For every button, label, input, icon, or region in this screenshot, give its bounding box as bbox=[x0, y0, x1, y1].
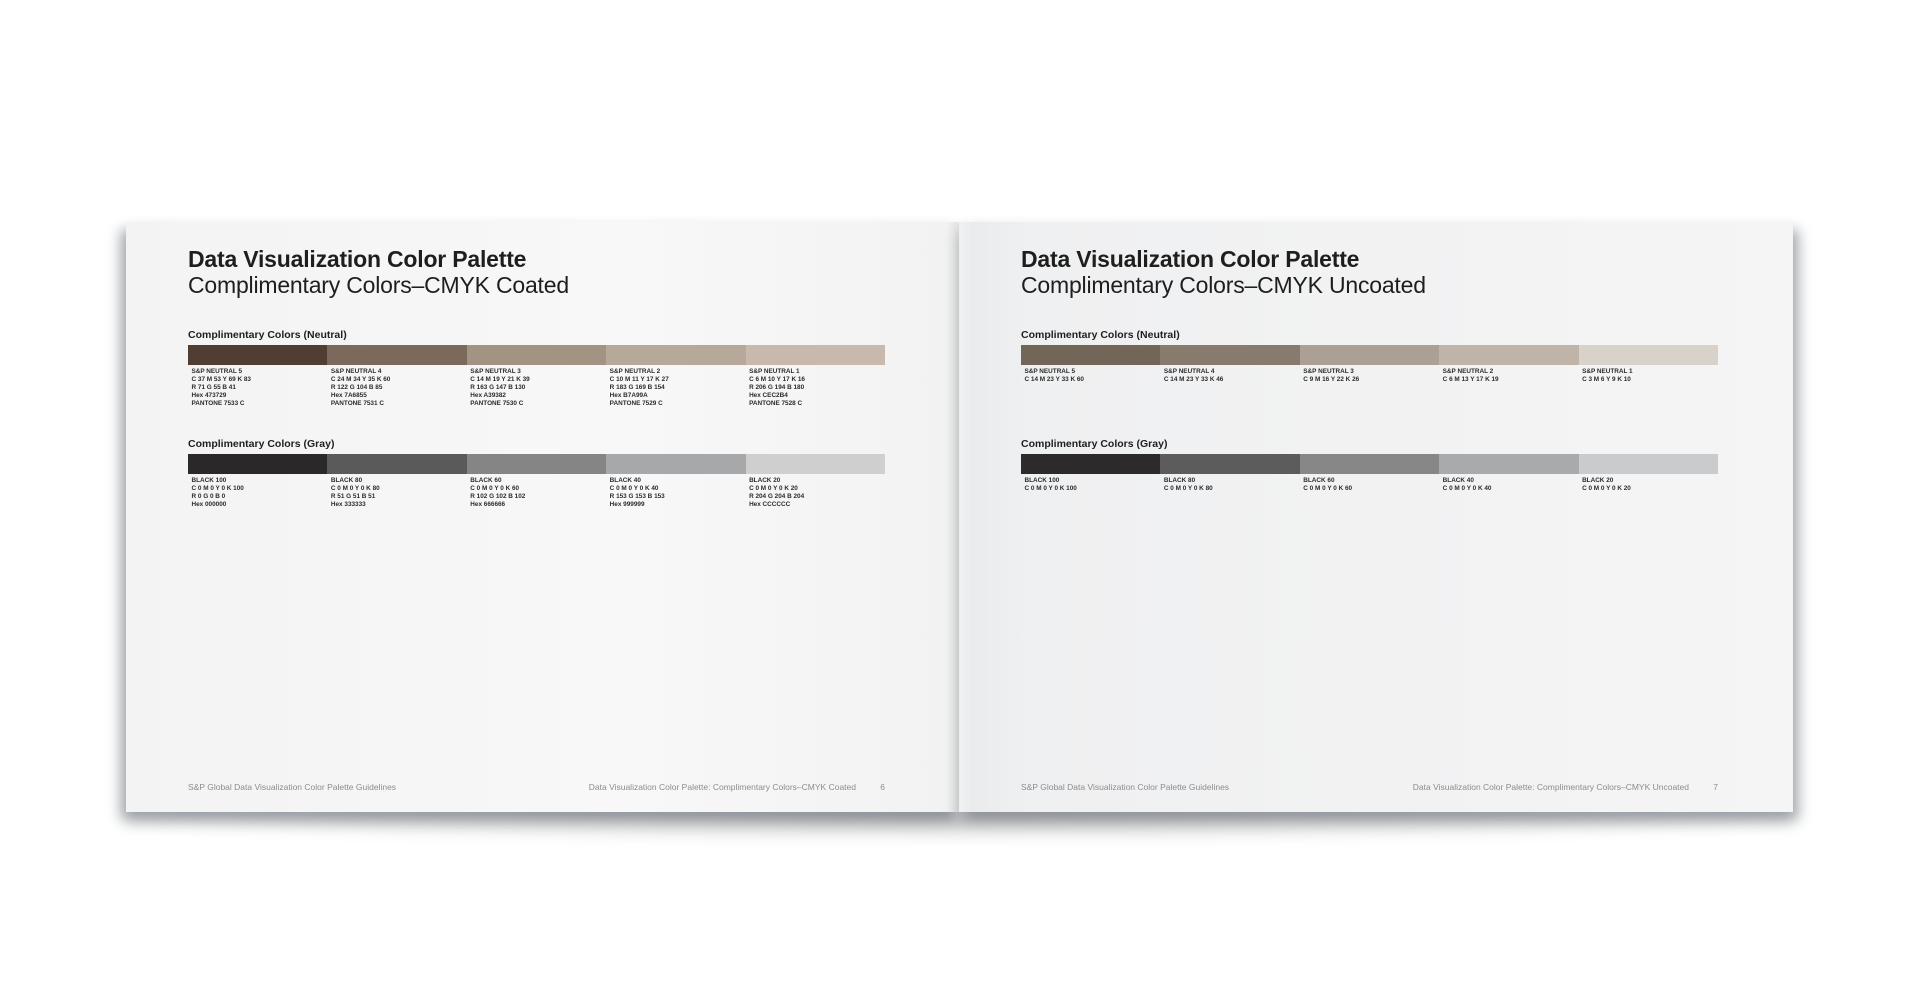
swatch-name: S&P NEUTRAL 2 bbox=[1442, 368, 1494, 375]
swatch-specs bbox=[467, 474, 606, 509]
color-swatch bbox=[1300, 345, 1439, 365]
swatch-hex: Hex CEC2B4 bbox=[749, 392, 788, 399]
swatch-specs bbox=[1021, 474, 1160, 493]
swatch-rgb: R 183 G 169 B 154 bbox=[609, 384, 665, 391]
gray-section bbox=[188, 438, 885, 509]
color-swatch bbox=[1579, 345, 1718, 365]
swatch-card bbox=[1160, 454, 1299, 493]
page-title: Data Visualization Color Palette bbox=[188, 246, 527, 272]
swatch-name: BLACK 20 bbox=[1582, 477, 1614, 484]
swatch-name: BLACK 100 bbox=[191, 477, 227, 484]
color-swatch bbox=[1021, 345, 1160, 365]
left-page bbox=[126, 222, 959, 812]
swatch-card bbox=[1300, 454, 1439, 493]
swatch-cmyk: C 10 M 11 Y 17 K 27 bbox=[609, 376, 669, 383]
swatch-cmyk: C 9 M 16 Y 22 K 26 bbox=[1303, 376, 1360, 383]
swatch-rgb: R 71 G 55 B 41 bbox=[191, 384, 236, 391]
neutral-section bbox=[188, 329, 885, 408]
swatch-name: BLACK 40 bbox=[1442, 477, 1474, 484]
swatch-card bbox=[1300, 345, 1439, 384]
color-swatch bbox=[1439, 345, 1578, 365]
color-swatch bbox=[327, 345, 466, 365]
swatch-cmyk: C 0 M 0 Y 0 K 80 bbox=[330, 485, 380, 492]
left-page-content bbox=[188, 246, 885, 508]
swatch-specs bbox=[1579, 474, 1718, 493]
swatch-card bbox=[327, 345, 466, 408]
swatch-name: BLACK 100 bbox=[1024, 477, 1060, 484]
swatch-cmyk: C 0 M 0 Y 0 K 20 bbox=[749, 485, 798, 492]
swatch-name: BLACK 80 bbox=[1163, 477, 1196, 484]
swatch-card bbox=[606, 454, 745, 509]
color-swatch bbox=[606, 345, 745, 365]
swatch-cmyk: C 0 M 0 Y 0 K 60 bbox=[470, 485, 520, 492]
swatch-card bbox=[1439, 454, 1578, 493]
swatch-specs bbox=[1300, 365, 1439, 384]
swatch-card bbox=[1579, 345, 1718, 384]
color-swatch bbox=[1579, 454, 1718, 474]
swatch-name: S&P NEUTRAL 2 bbox=[609, 368, 661, 375]
swatch-hex: Hex 000000 bbox=[191, 501, 227, 508]
swatch-specs bbox=[188, 365, 327, 408]
swatch-name: S&P NEUTRAL 4 bbox=[1163, 368, 1215, 375]
swatch-pantone: PANTONE 7530 C bbox=[470, 400, 524, 407]
section-label-neutral: Complimentary Colors (Neutral) bbox=[188, 329, 347, 341]
swatch-hex: Hex B7A99A bbox=[609, 392, 648, 399]
gray-section bbox=[1021, 438, 1718, 493]
section-label-gray: Complimentary Colors (Gray) bbox=[1021, 438, 1168, 450]
swatch-name: BLACK 60 bbox=[470, 477, 502, 484]
swatch-row bbox=[188, 345, 885, 408]
swatch-hex: Hex 7A6855 bbox=[330, 392, 367, 399]
swatch-row bbox=[1021, 345, 1718, 384]
swatch-card bbox=[746, 345, 885, 408]
swatch-name: S&P NEUTRAL 1 bbox=[1582, 368, 1633, 375]
swatch-name: S&P NEUTRAL 3 bbox=[1303, 368, 1354, 375]
swatch-card bbox=[1439, 345, 1578, 384]
color-swatch bbox=[327, 454, 466, 474]
swatch-cmyk: C 0 M 0 Y 0 K 20 bbox=[1582, 485, 1631, 492]
swatch-name: S&P NEUTRAL 1 bbox=[749, 368, 800, 375]
section-label-gray: Complimentary Colors (Gray) bbox=[188, 438, 335, 450]
swatch-cmyk: C 14 M 19 Y 21 K 39 bbox=[470, 376, 530, 383]
swatch-name: BLACK 80 bbox=[330, 477, 363, 484]
swatch-rgb: R 204 G 204 B 204 bbox=[749, 493, 805, 500]
swatch-cmyk: C 14 M 23 Y 33 K 46 bbox=[1163, 376, 1224, 383]
swatch-cmyk: C 0 M 0 Y 0 K 100 bbox=[191, 485, 244, 492]
swatch-specs bbox=[606, 365, 745, 408]
swatch-rgb: R 163 G 147 B 130 bbox=[470, 384, 526, 391]
swatch-specs bbox=[327, 474, 466, 509]
swatch-card bbox=[467, 454, 606, 509]
swatch-row bbox=[188, 454, 885, 509]
swatch-name: S&P NEUTRAL 5 bbox=[1024, 368, 1076, 375]
swatch-specs bbox=[746, 365, 885, 408]
swatch-card bbox=[606, 345, 745, 408]
swatch-card bbox=[1579, 454, 1718, 493]
swatch-rgb: R 153 G 153 B 153 bbox=[609, 493, 665, 500]
swatch-specs bbox=[1160, 474, 1299, 493]
swatch-name: BLACK 40 bbox=[609, 477, 641, 484]
color-swatch bbox=[1160, 345, 1299, 365]
swatch-name: BLACK 20 bbox=[749, 477, 781, 484]
swatch-pantone: PANTONE 7531 C bbox=[330, 400, 384, 407]
book-gutter bbox=[946, 222, 972, 812]
swatch-card bbox=[1021, 345, 1160, 384]
page-number: 7 bbox=[1713, 782, 1718, 792]
swatch-specs bbox=[327, 365, 466, 408]
swatch-name: S&P NEUTRAL 3 bbox=[470, 368, 521, 375]
right-page-content bbox=[1021, 246, 1718, 492]
footer-section-title: Data Visualization Color Palette: Complimentary Colors–CMYK Uncoated bbox=[1412, 782, 1689, 792]
swatch-name: BLACK 60 bbox=[1303, 477, 1335, 484]
section-label-neutral: Complimentary Colors (Neutral) bbox=[1021, 329, 1180, 341]
swatch-pantone: PANTONE 7533 C bbox=[191, 400, 245, 407]
swatch-rgb: R 51 G 51 B 51 bbox=[330, 493, 376, 500]
swatch-cmyk: C 0 M 0 Y 0 K 40 bbox=[1442, 485, 1492, 492]
neutral-section bbox=[1021, 329, 1718, 384]
swatch-hex: Hex 473729 bbox=[191, 392, 227, 399]
page-number: 6 bbox=[880, 782, 885, 792]
swatch-cmyk: C 24 M 34 Y 35 K 60 bbox=[330, 376, 391, 383]
swatch-hex: Hex CCCCCC bbox=[749, 501, 791, 508]
swatch-specs bbox=[746, 474, 885, 509]
swatch-cmyk: C 37 M 53 Y 69 K 83 bbox=[191, 376, 251, 383]
swatch-specs bbox=[1160, 365, 1299, 384]
right-page bbox=[959, 222, 1793, 812]
swatch-card bbox=[327, 454, 466, 509]
footer-document-title: S&P Global Data Visualization Color Palette Guidelines bbox=[188, 782, 397, 792]
color-swatch bbox=[1300, 454, 1439, 474]
swatch-rgb: R 102 G 102 B 102 bbox=[470, 493, 526, 500]
swatch-cmyk: C 0 M 0 Y 0 K 100 bbox=[1024, 485, 1077, 492]
color-swatch bbox=[1160, 454, 1299, 474]
swatch-specs bbox=[1439, 474, 1578, 493]
swatch-card bbox=[467, 345, 606, 408]
swatch-row bbox=[1021, 454, 1718, 493]
page-title: Data Visualization Color Palette bbox=[1021, 246, 1360, 272]
swatch-cmyk: C 0 M 0 Y 0 K 60 bbox=[1303, 485, 1353, 492]
swatch-card bbox=[746, 454, 885, 509]
footer-document-title: S&P Global Data Visualization Color Palette Guidelines bbox=[1021, 782, 1230, 792]
page-subtitle: Complimentary Colors–CMYK Coated bbox=[188, 272, 569, 298]
swatch-specs bbox=[606, 474, 745, 509]
swatch-rgb: R 122 G 104 B 85 bbox=[330, 384, 383, 391]
swatch-specs bbox=[1300, 474, 1439, 493]
swatch-card bbox=[188, 454, 327, 509]
swatch-card bbox=[1160, 345, 1299, 384]
color-swatch bbox=[1439, 454, 1578, 474]
swatch-card bbox=[1021, 454, 1160, 493]
swatch-hex: Hex 333333 bbox=[330, 501, 366, 508]
swatch-cmyk: C 14 M 23 Y 33 K 60 bbox=[1024, 376, 1084, 383]
swatch-cmyk: C 6 M 13 Y 17 K 19 bbox=[1442, 376, 1499, 383]
color-swatch bbox=[746, 454, 885, 474]
swatch-hex: Hex A39382 bbox=[470, 392, 506, 399]
swatch-cmyk: C 0 M 0 Y 0 K 40 bbox=[609, 485, 659, 492]
swatch-name: S&P NEUTRAL 5 bbox=[191, 368, 243, 375]
swatch-specs bbox=[1021, 365, 1160, 384]
color-swatch bbox=[746, 345, 885, 365]
color-swatch bbox=[1021, 454, 1160, 474]
swatch-specs bbox=[1439, 365, 1578, 384]
swatch-pantone: PANTONE 7529 C bbox=[609, 400, 663, 407]
swatch-specs bbox=[1579, 365, 1718, 384]
color-swatch bbox=[188, 454, 327, 474]
swatch-hex: Hex 666666 bbox=[470, 501, 506, 508]
swatch-rgb: R 206 G 194 B 180 bbox=[749, 384, 805, 391]
swatch-specs bbox=[467, 365, 606, 408]
swatch-pantone: PANTONE 7528 C bbox=[749, 400, 803, 407]
swatch-cmyk: C 3 M 6 Y 9 K 10 bbox=[1582, 376, 1631, 383]
page-subtitle: Complimentary Colors–CMYK Uncoated bbox=[1021, 272, 1426, 298]
swatch-card bbox=[188, 345, 327, 408]
color-swatch bbox=[467, 345, 606, 365]
swatch-specs bbox=[188, 474, 327, 509]
swatch-name: S&P NEUTRAL 4 bbox=[330, 368, 382, 375]
swatch-hex: Hex 999999 bbox=[609, 501, 645, 508]
footer-section-title: Data Visualization Color Palette: Complimentary Colors–CMYK Coated bbox=[588, 782, 856, 792]
color-swatch bbox=[467, 454, 606, 474]
swatch-cmyk: C 0 M 0 Y 0 K 80 bbox=[1163, 485, 1213, 492]
color-swatch bbox=[188, 345, 327, 365]
swatch-rgb: R 0 G 0 B 0 bbox=[191, 493, 226, 500]
color-swatch bbox=[606, 454, 745, 474]
swatch-cmyk: C 6 M 10 Y 17 K 16 bbox=[749, 376, 805, 383]
